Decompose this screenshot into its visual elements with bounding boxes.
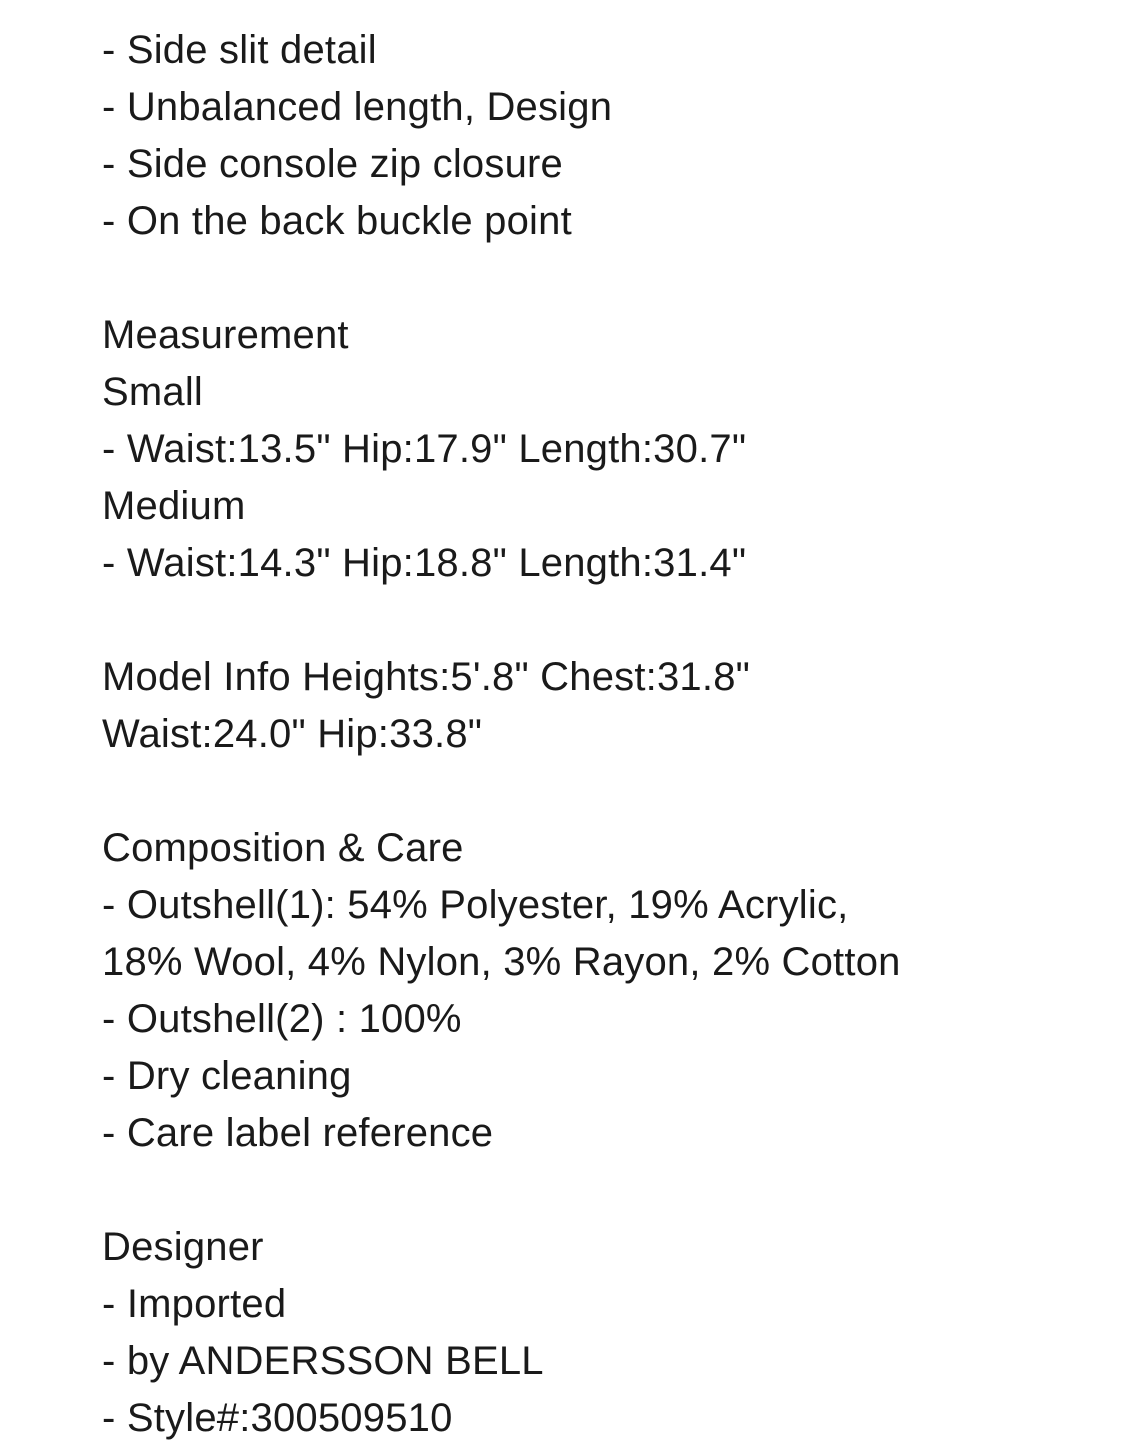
feature-item: - Side slit detail	[102, 28, 377, 72]
section-spacer	[102, 1162, 1102, 1219]
section-spacer	[102, 592, 1102, 649]
designer-heading: Designer	[102, 1225, 264, 1269]
model-info-line: Waist:24.0" Hip:33.8"	[102, 712, 483, 756]
designer-style-number: - Style#:300509510	[102, 1396, 453, 1440]
composition-heading: Composition & Care	[102, 826, 464, 870]
size-small-values: - Waist:13.5" Hip:17.9" Length:30.7"	[102, 427, 747, 471]
measurement-heading: Measurement	[102, 313, 349, 357]
designer-brand: - by ANDERSSON BELL	[102, 1339, 544, 1383]
model-info-line: Model Info Heights:5'.8" Chest:31.8"	[102, 655, 751, 699]
section-spacer	[102, 763, 1102, 820]
product-description	[102, 22, 1102, 1447]
size-medium-label: Medium	[102, 484, 246, 528]
designer-imported: - Imported	[102, 1282, 287, 1326]
section-spacer	[102, 250, 1102, 307]
feature-item: - Side console zip closure	[102, 142, 563, 186]
care-item: - Care label reference	[102, 1111, 494, 1155]
composition-outshell2: - Outshell(2) : 100%	[102, 997, 462, 1041]
composition-outshell1: - Outshell(1): 54% Polyester, 19% Acrylic,	[102, 883, 849, 927]
composition-outshell1-cont: 18% Wool, 4% Nylon, 3% Rayon, 2% Cotton	[102, 940, 901, 984]
feature-item: - On the back buckle point	[102, 199, 572, 243]
size-medium-values: - Waist:14.3" Hip:18.8" Length:31.4"	[102, 541, 747, 585]
feature-item: - Unbalanced length, Design	[102, 85, 613, 129]
size-small-label: Small	[102, 370, 204, 414]
care-item: - Dry cleaning	[102, 1054, 352, 1098]
